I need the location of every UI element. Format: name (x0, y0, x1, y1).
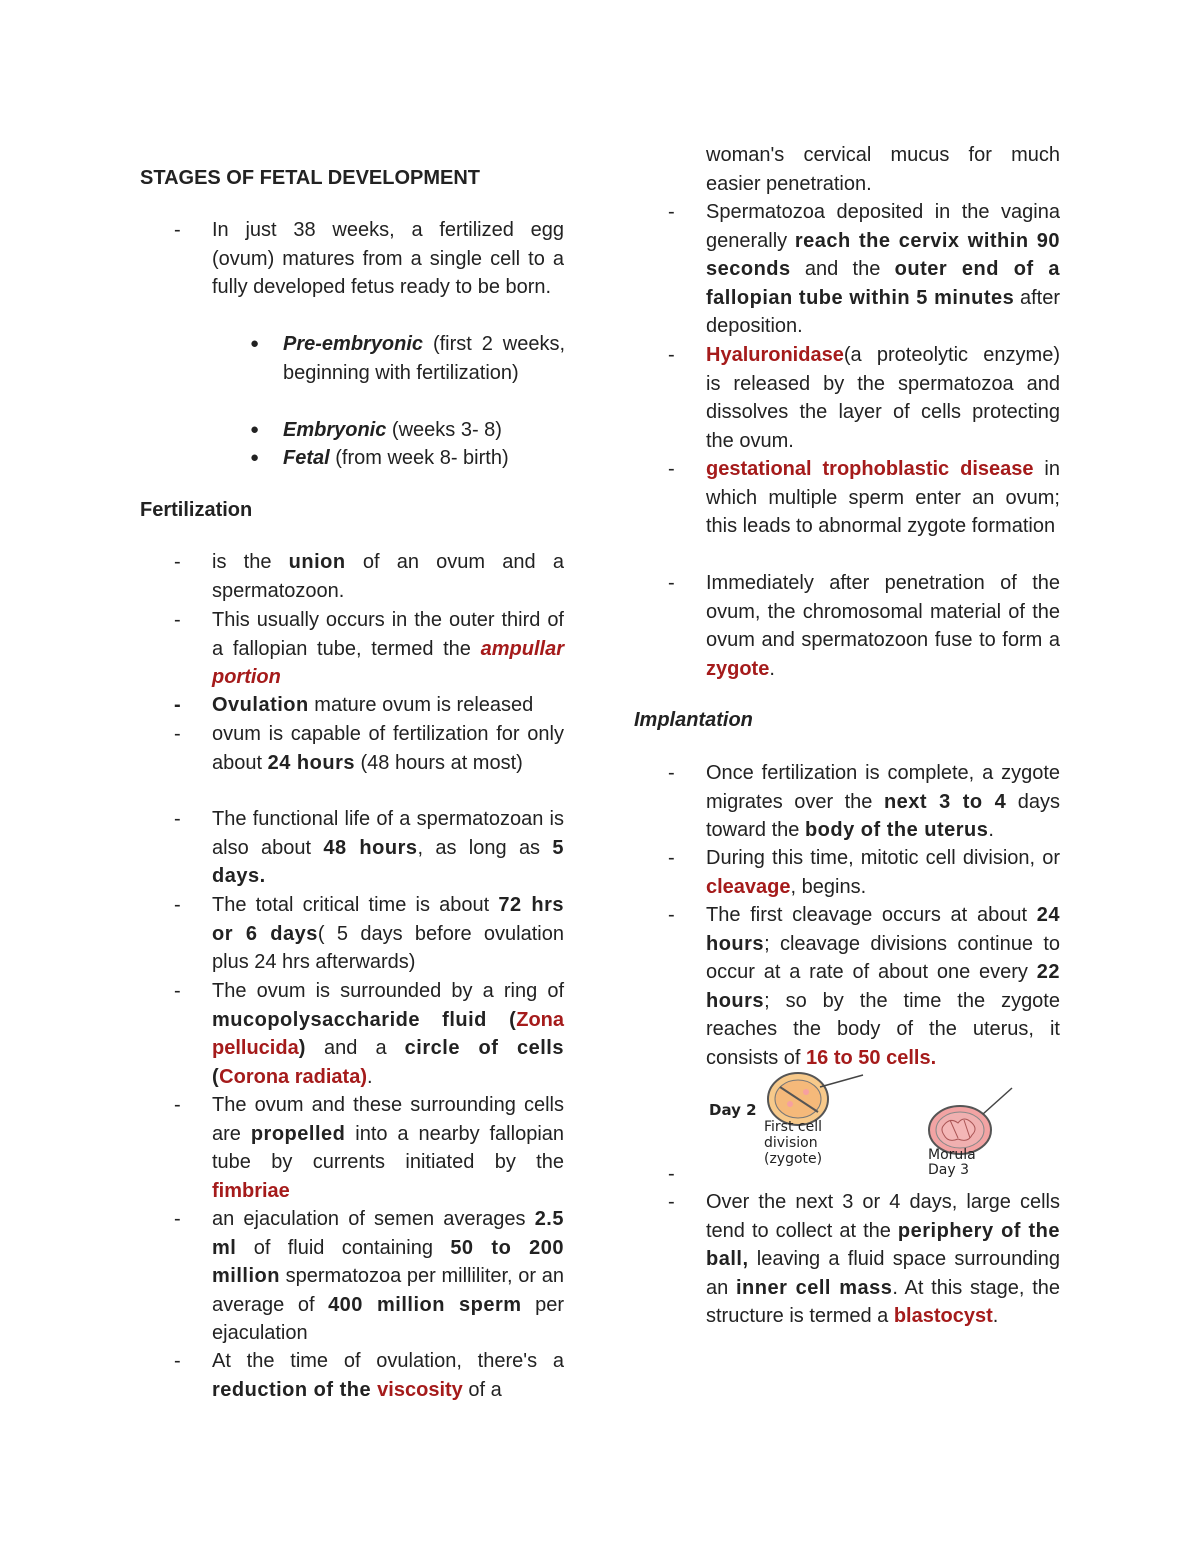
bullet-dot: ● (250, 335, 260, 352)
fert-item-ovulation: Ovulation mature ovum is released (212, 694, 534, 716)
fert-item-zygote: Immediately after penetration of the ovum, the chromosomal material of the ovum and spermatozoon fuse to form a zygote. (706, 572, 1060, 680)
section-heading-fertilization: Fertilization (140, 499, 253, 521)
fig-label-zygote: (zygote) (764, 1151, 823, 1167)
dash-marker: - (668, 1163, 675, 1185)
fert-item-zona-pellucida: The ovum is surrounded by a ring of mucopolysaccharide fluid (Zona pellucida) and a circle of cells (Corona radiata). (212, 980, 565, 1088)
stage-embryonic: Embryonic (weeks 3- 8) (283, 419, 502, 441)
fert-item-viscosity-continued: woman's cervical mucus for much easier penetration. (706, 144, 1060, 195)
section-heading-implantation: Implantation (634, 709, 753, 731)
dash-marker: - (174, 980, 181, 1002)
impl-item-migration: Once fertilization is complete, a zygote migrates over the next 3 to 4 days toward the body of the uterus. (706, 762, 1060, 842)
fert-item-spermatozoa-deposited: Spermatozoa deposited in the vagina generally reach the cervix within 90 seconds and the outer end of a fallopian tube within 5 minutes after deposition. (706, 201, 1061, 338)
cleavage-illustration (700, 1070, 1030, 1190)
dash-marker: - (668, 201, 675, 223)
dash-marker: - (174, 1094, 181, 1116)
fert-item-spermatozoan-life: The functional life of a spermatozoan is also about 48 hours, as long as 5 days. (212, 808, 565, 888)
fert-item-ampullar: This usually occurs in the outer third of a fallopian tube, termed the ampullar portion (212, 609, 564, 689)
dash-marker: - (668, 847, 675, 869)
dash-marker: - (668, 458, 675, 480)
fert-item-fimbriae: The ovum and these surrounding cells are propelled into a nearby fallopian tube by currents initiated by the fimbriae (212, 1094, 565, 1202)
dash-marker: - (174, 551, 181, 573)
impl-item-blastocyst: Over the next 3 or 4 days, large cells tend to collect at the periphery of the ball, leaving a fluid space surrounding an inner cell mass. At this stage, the structure is termed a blastocyst. (706, 1191, 1060, 1328)
dash-marker: - (668, 1191, 675, 1213)
stage-fetal: Fetal (from week 8- birth) (283, 447, 509, 469)
dash-marker: - (174, 694, 182, 716)
bullet-dot: ● (250, 449, 260, 466)
dash-marker: - (174, 609, 181, 631)
bullet-dot: ● (250, 421, 260, 438)
morula-cell-drawing (929, 1088, 1012, 1154)
fig-label-division: division (764, 1135, 818, 1151)
fert-item-hyaluronidase: Hyaluronidase(a proteolytic enzyme) is released by the spermatozoa and dissolves the layer of cells protecting the ovum. (706, 344, 1060, 452)
fig-label-day2: Day 2 (709, 1101, 757, 1119)
cleavage-figure-svg (700, 1070, 1030, 1190)
impl-item-cleavage: During this time, mitotic cell division, or cleavage, begins. (706, 847, 1060, 898)
dash-marker: - (668, 572, 675, 594)
zygote-cell-drawing (768, 1073, 863, 1125)
stage-pre-embryonic: Pre-embryonic (first 2 weeks, beginning with fertilization) (283, 333, 565, 384)
dash-marker: - (174, 723, 181, 745)
fert-item-ejaculation: an ejaculation of semen averages 2.5 ml of fluid containing 50 to 200 million spermatozoa per milliliter, or an average of 400 million sperm per ejaculation (212, 1208, 565, 1345)
fig-label-day3: Day 3 (928, 1162, 970, 1178)
dash-marker: - (668, 762, 675, 784)
fert-item-ovum-capable: ovum is capable of fertilization for only about 24 hours (48 hours at most) (212, 723, 564, 774)
page-title: STAGES OF FETAL DEVELOPMENT (140, 167, 481, 189)
intro-paragraph: In just 38 weeks, a fertilized egg (ovum) matures from a single cell to a fully developed fetus ready to be born. (212, 219, 564, 299)
fig-label-morula: Morula (928, 1147, 976, 1163)
dash-marker: - (174, 808, 181, 830)
dash-marker: - (174, 1350, 181, 1372)
dash-marker: - (174, 219, 181, 241)
fert-item-critical-time: The total critical time is about 72 hrs or 6 days( 5 days before ovulation plus 24 hrs afterwards) (212, 894, 564, 974)
fert-item-union: is the union of an ovum and a spermatozoon. (212, 551, 564, 602)
dash-marker: - (668, 344, 675, 366)
fert-item-viscosity: At the time of ovulation, there's a reduction of the viscosity of a (212, 1350, 564, 1401)
dash-marker: - (668, 904, 675, 926)
impl-item-first-cleavage: The first cleavage occurs at about 24 hours; cleavage divisions continue to occur at a rate of about one every 22 hours; so by the time the zygote reaches the body of the uterus, it consists of 16 to 50 cells. (706, 904, 1060, 1069)
fig-label-first-cell: First cell (764, 1119, 823, 1135)
fert-item-gestational-trophoblastic: gestational trophoblastic disease in which multiple sperm enter an ovum; this leads to abnormal zygote formation (706, 458, 1060, 538)
dash-marker: - (174, 1208, 181, 1230)
dash-marker: - (174, 894, 181, 916)
